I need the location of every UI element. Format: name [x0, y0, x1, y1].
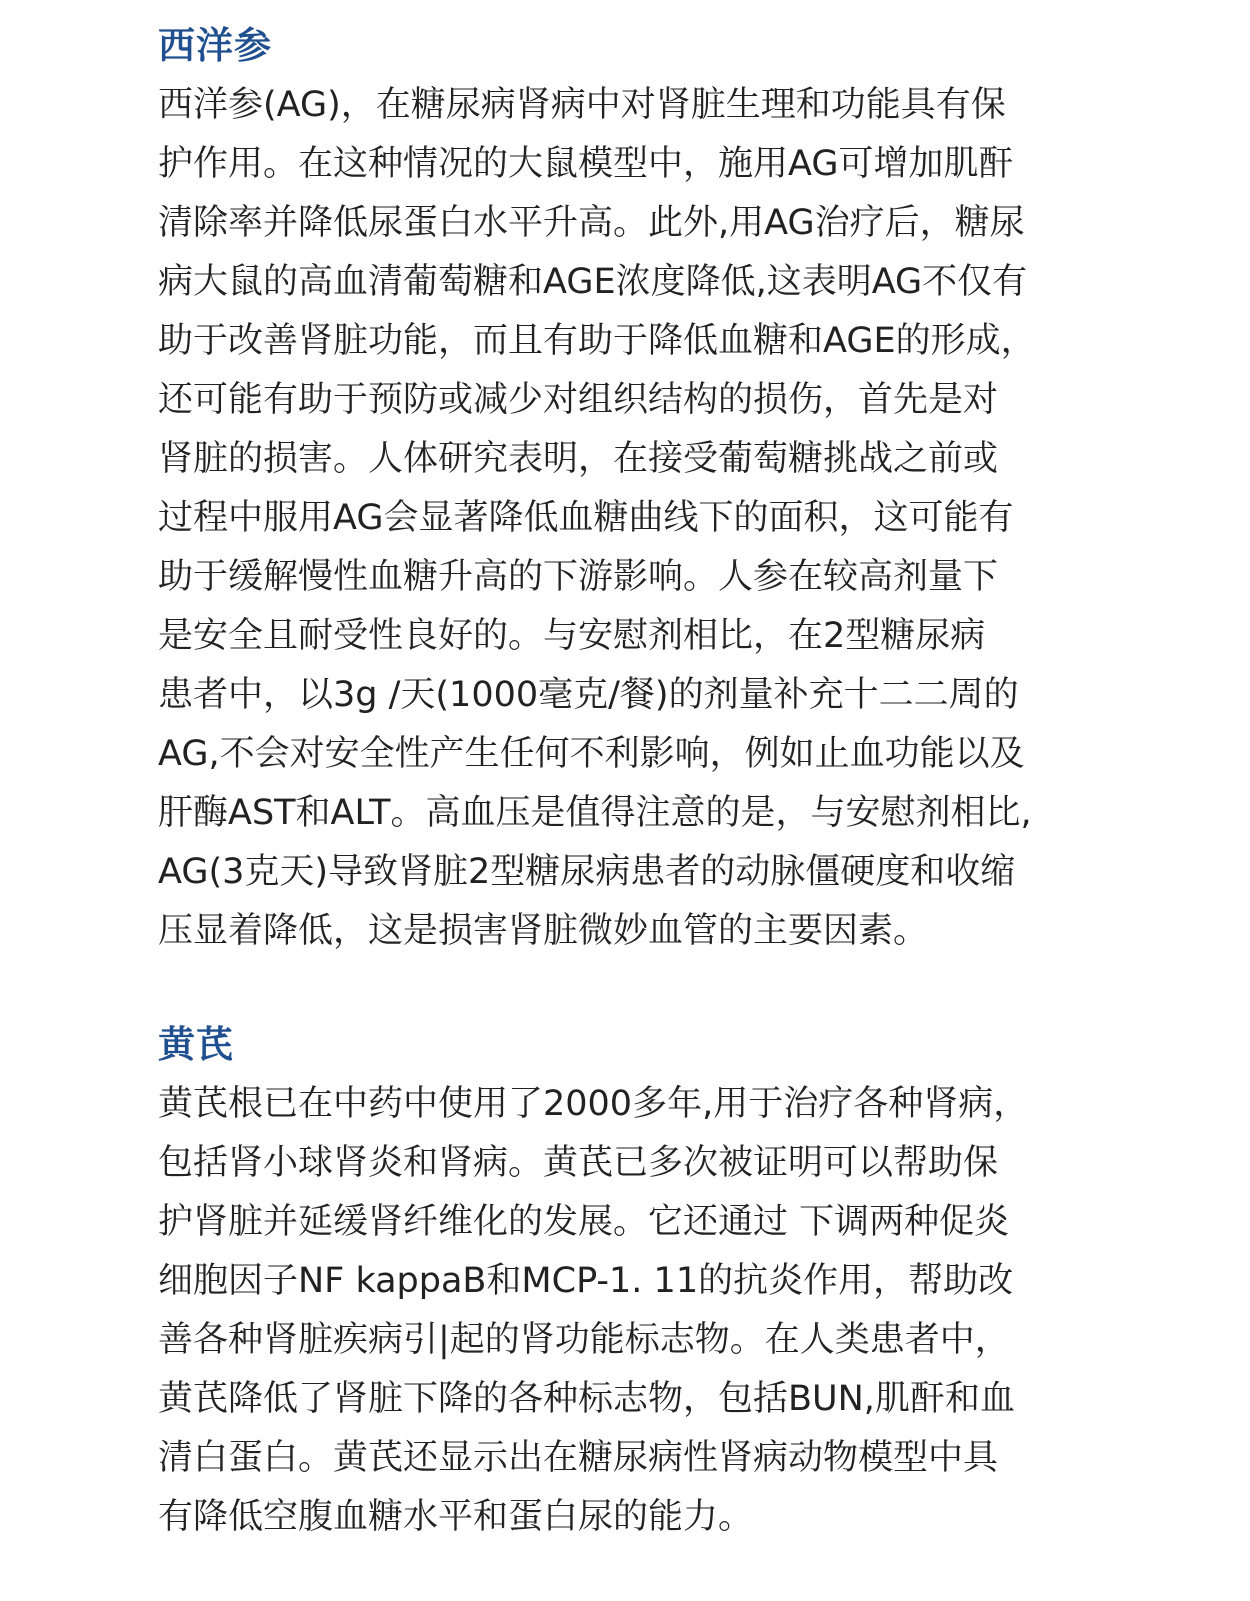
body-line: 有降低空腹血糖水平和蛋白尿的能力。 [158, 1497, 754, 1537]
section-title: 西洋参 [158, 24, 272, 67]
body-line: 是安全且耐受性良好的。与安慰剂相比，在2型糖尿病 [158, 616, 986, 656]
body-line: 助于缓解慢性血糖升高的下游影响。人参在较高剂量下 [158, 557, 999, 597]
body-line: 过程中服用AG会显著降低血糖曲线下的面积，这可能有 [158, 498, 1014, 538]
body-line: 护作用。在这种情况的大鼠模型中，施用AG可增加肌酐 [158, 144, 1014, 184]
body-line: 善各种肾脏疾病引|起的肾功能标志物。在人类患者中， [158, 1320, 1010, 1360]
body-line: 患者中，以3g /天(1000毫克/餐)的剂量补充十二二周的 [158, 675, 1019, 715]
body-line: 压显着降低，这是损害肾脏微妙血管的主要因素。 [158, 911, 929, 951]
body-line: 肾脏的损害。人体研究表明，在接受葡萄糖挑战之前或 [158, 439, 999, 479]
section-body [158, 1075, 1128, 1547]
body-line: 还可能有助于预防或减少对组织结构的损伤，首先是对 [158, 380, 999, 420]
body-line: 病大鼠的高血清葡萄糖和AGE浓度降低,这表明AG不仅有 [158, 262, 1028, 302]
section-american-ginseng [158, 16, 1128, 961]
section-title: 黄芪 [158, 1023, 234, 1066]
section-body [158, 76, 1128, 961]
body-line: 细胞因子NF kappaB和MCP-1. 11的抗炎作用，帮助改 [158, 1261, 1014, 1301]
body-line: 清白蛋白。黄芪还显示出在糖尿病性肾病动物模型中具 [158, 1438, 999, 1478]
body-line: AG,不会对安全性产生任何不利影响，例如止血功能以及 [158, 734, 1025, 774]
body-line: 助于改善肾脏功能，而且有助于降低血糖和AGE的形成， [158, 321, 1036, 361]
body-line: 护肾脏并延缓肾纤维化的发展。它还通过 下调两种促炎 [158, 1202, 1010, 1242]
body-line: 包括肾小球肾炎和肾病。黄芪已多次被证明可以帮助保 [158, 1143, 999, 1183]
body-line: 肝酶AST和ALT。高血压是值得注意的是，与安慰剂相比, [158, 793, 1032, 833]
body-line: AG(3克天)导致肾脏2型糖尿病患者的动脉僵硬度和收缩 [158, 852, 1016, 892]
body-line: 清除率并降低尿蛋白水平升高。此外,用AG治疗后，糖尿 [158, 203, 1025, 243]
body-line: 黄芪降低了肾脏下降的各种标志物，包括BUN,肌酐和血 [158, 1379, 1015, 1419]
body-line: 西洋参(AG)，在糖尿病肾病中对肾脏生理和功能具有保 [158, 85, 1006, 125]
section-astragalus [158, 1015, 1128, 1547]
body-line: 黄芪根已在中药中使用了2000多年,用于治疗各种肾病， [158, 1084, 1029, 1124]
